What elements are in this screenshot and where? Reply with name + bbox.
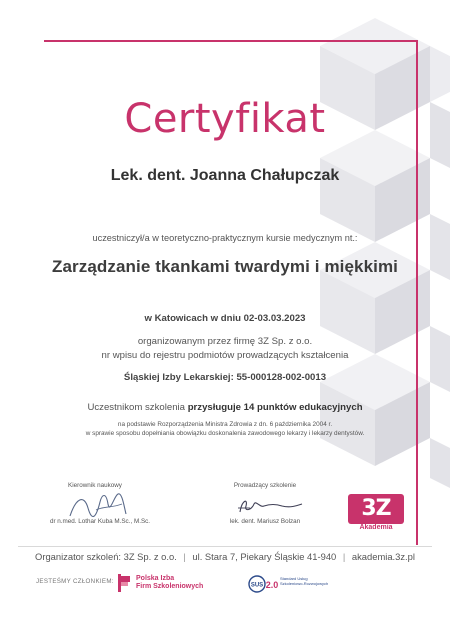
3z-logo-mark bbox=[348, 494, 404, 524]
certificate-title: Certyfikat bbox=[124, 96, 326, 142]
left-signature-name: dr n.med. Lothar Kuba M.Sc., M.Sc. bbox=[49, 518, 151, 525]
recipient-name: Lek. dent. Joanna Chałupczak bbox=[110, 167, 340, 184]
place-date: w Katowicach w dniu 02-03.03.2023 bbox=[144, 313, 306, 324]
course-title: Zarządzanie tkankami twardymi i miękkimi bbox=[51, 257, 399, 276]
organizer-line-1: organizowanym przez firmę 3Z Sp. z o.o. bbox=[137, 336, 313, 347]
left-signature-scribble bbox=[66, 488, 136, 522]
right-signature-role: Prowadzący szkolenie bbox=[233, 482, 297, 489]
sus-mark-text: SUS bbox=[250, 582, 264, 589]
frame-top-line bbox=[44, 40, 418, 42]
chamber-registration: Śląskiej Izby Lekarskiej: 55-000128-002-0013 bbox=[123, 372, 327, 383]
pifs-line-2: Firm Szkoleniowych bbox=[136, 583, 204, 590]
right-signature-scribble bbox=[236, 494, 306, 518]
footer-separator: | bbox=[183, 551, 186, 562]
points-value: przysługuje 14 punktów edukacyjnych bbox=[187, 402, 363, 413]
organizer-line-2: nr wpisu do rejestru podmiotów prowadzących kształcenia bbox=[101, 350, 349, 361]
legal-basis-line-2: w sprawie sposobu dopełniania obowiązku doskonalenia zawodowego lekarzy i lekarzy dentystów. bbox=[85, 430, 365, 437]
sus-line-1: Standard Usług bbox=[280, 576, 308, 581]
footer-info bbox=[0, 551, 450, 562]
legal-basis-line-1: na podstawie Rozporządzenia Ministra Zdrowia z dn. 6 października 2004 r. bbox=[117, 421, 333, 428]
footer-website: akademia.3z.pl bbox=[351, 551, 415, 562]
footer-address: ul. Stara 7, Piekary Śląskie 41-940 bbox=[192, 551, 337, 562]
3z-akademia-logo bbox=[348, 494, 404, 534]
pifs-line-1: Polska Izba bbox=[136, 575, 175, 582]
3z-logo-text: 3Z bbox=[361, 496, 391, 521]
pifs-logo-text bbox=[136, 575, 226, 591]
sus-logo-text bbox=[280, 576, 338, 586]
points-statement bbox=[0, 402, 450, 413]
sus-version-text: 2.0 bbox=[265, 580, 279, 590]
footer-organizer: Organizator szkoleń: 3Z Sp. z o.o. bbox=[35, 551, 177, 562]
cube-group bbox=[320, 18, 450, 488]
sus-logo bbox=[248, 573, 338, 595]
points-prefix: Uczestnikom szkolenia bbox=[87, 402, 188, 413]
right-signature-name: lek. dent. Mariusz Bolzan bbox=[229, 518, 301, 525]
intro-text: uczestniczył/a w teoretyczno-praktycznym kursie medycznym nt.: bbox=[92, 233, 358, 243]
left-signature-role: Kierownik naukowy bbox=[68, 482, 122, 489]
footer-separator: | bbox=[342, 551, 346, 562]
3z-logo-subtitle: Akademia bbox=[359, 524, 393, 531]
members-label: JESTEŚMY CZŁONKIEM: bbox=[36, 578, 114, 585]
pifs-logo bbox=[118, 574, 228, 596]
footer-divider bbox=[18, 546, 432, 547]
pifs-flag-icon bbox=[118, 574, 130, 592]
sus-line-2: Szkoleniowo-Rozwojowych bbox=[280, 581, 329, 586]
sus-badge-icon bbox=[248, 573, 280, 595]
cube-pattern-decoration bbox=[300, 18, 450, 488]
